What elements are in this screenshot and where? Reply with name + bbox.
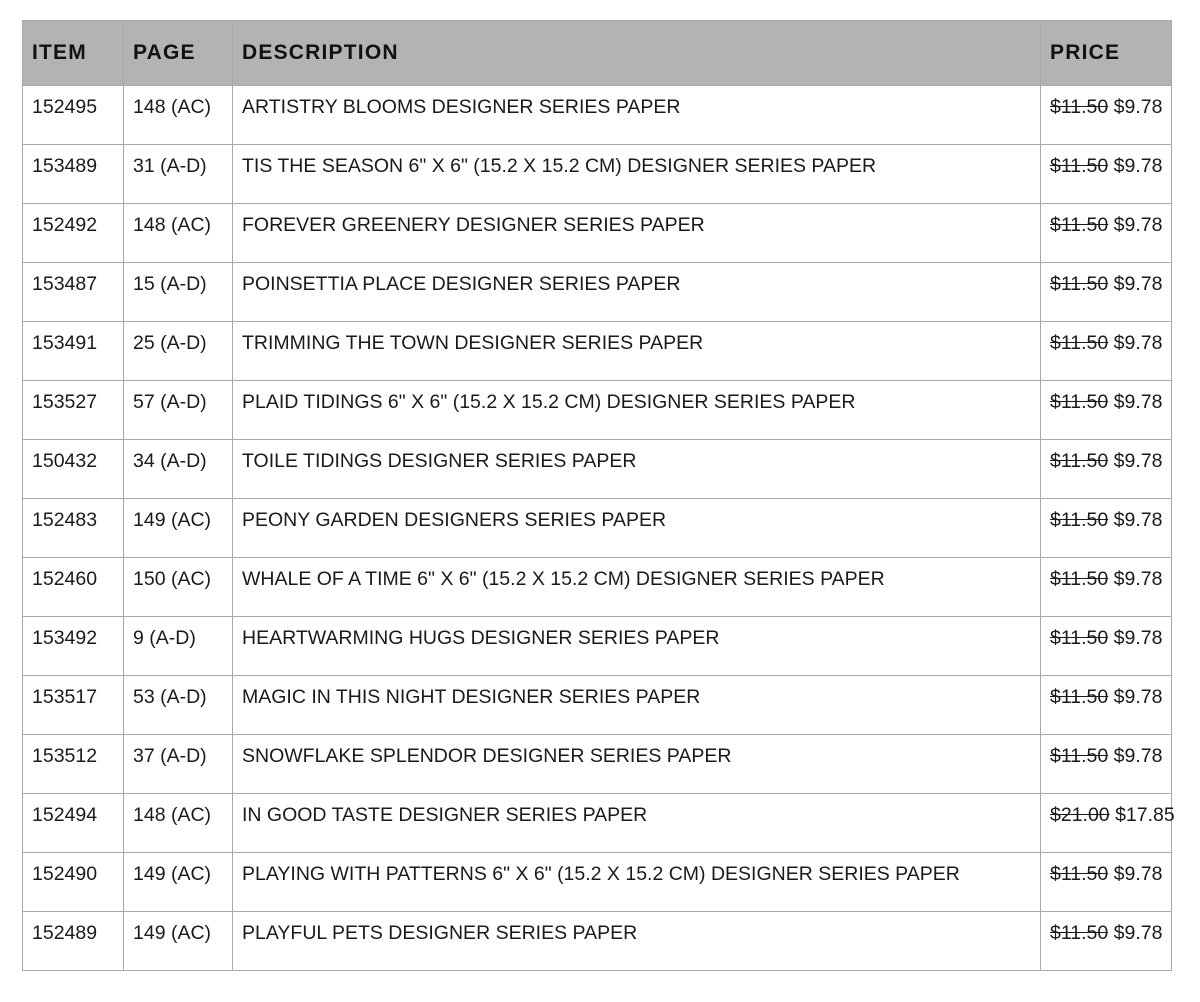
description-cell: TIS THE SEASON 6" X 6" (15.2 X 15.2 CM) DESIGNER SERIES PAPER [233,145,1041,204]
price-cell [1041,86,1172,145]
item-number-cell: 153517 [23,676,124,735]
table-row [23,735,1172,794]
original-price: $11.50 [1050,922,1109,944]
sale-price: $9.78 [1113,627,1163,649]
original-price: $11.50 [1050,745,1109,767]
item-number-cell: 152483 [23,499,124,558]
description-cell: ARTISTRY BLOOMS DESIGNER SERIES PAPER [233,86,1041,145]
table-body [23,86,1175,971]
page-cell: 148 (AC) [124,794,233,853]
page-cell: 15 (A-D) [124,263,233,322]
table-row [23,86,1172,145]
table-row [23,617,1172,676]
original-price: $11.50 [1050,391,1109,413]
sale-price: $9.78 [1113,922,1163,944]
original-price: $11.50 [1050,450,1109,472]
description-cell: PEONY GARDEN DESIGNERS SERIES PAPER [233,499,1041,558]
page-cell: 37 (A-D) [124,735,233,794]
item-number-cell: 152460 [23,558,124,617]
item-number-cell: 153512 [23,735,124,794]
description-cell: PLAYING WITH PATTERNS 6" X 6" (15.2 X 15.2 CM) DESIGNER SERIES PAPER [233,853,1041,912]
page-cell: 148 (AC) [124,86,233,145]
price-cell [1041,204,1172,263]
original-price: $11.50 [1050,332,1109,354]
sale-price: $17.85 [1115,804,1175,826]
sale-price: $9.78 [1113,214,1163,236]
description-cell: FOREVER GREENERY DESIGNER SERIES PAPER [233,204,1041,263]
table-header [23,21,1172,86]
price-cell [1041,440,1172,499]
original-price: $11.50 [1050,863,1109,885]
page-cell: 31 (A-D) [124,145,233,204]
price-cell [1041,676,1172,735]
description-cell: TOILE TIDINGS DESIGNER SERIES PAPER [233,440,1041,499]
description-cell: WHALE OF A TIME 6" X 6" (15.2 X 15.2 CM) DESIGNER SERIES PAPER [233,558,1041,617]
description-cell: PLAYFUL PETS DESIGNER SERIES PAPER [233,912,1041,971]
description-cell: MAGIC IN THIS NIGHT DESIGNER SERIES PAPER [233,676,1041,735]
table-row [23,322,1172,381]
price-cell [1041,853,1172,912]
original-price: $11.50 [1050,568,1109,590]
item-number-cell: 152494 [23,794,124,853]
table-row [23,204,1172,263]
page-cell: 57 (A-D) [124,381,233,440]
price-cell [1041,322,1172,381]
sale-price: $9.78 [1113,686,1163,708]
price-cell [1041,617,1172,676]
page-cell: 34 (A-D) [124,440,233,499]
sale-price: $9.78 [1113,332,1163,354]
description-cell: IN GOOD TASTE DESIGNER SERIES PAPER [233,794,1041,853]
price-table [22,20,1175,971]
table-row [23,499,1172,558]
original-price: $11.50 [1050,155,1109,177]
description-cell: PLAID TIDINGS 6" X 6" (15.2 X 15.2 CM) DESIGNER SERIES PAPER [233,381,1041,440]
price-cell [1041,912,1172,971]
original-price: $11.50 [1050,627,1109,649]
sale-price: $9.78 [1113,509,1163,531]
price-cell [1041,735,1172,794]
item-number-cell: 153491 [23,322,124,381]
header-row [23,21,1172,86]
sale-price: $9.78 [1113,863,1163,885]
item-number-cell: 153487 [23,263,124,322]
table-row [23,676,1172,735]
description-cell: SNOWFLAKE SPLENDOR DESIGNER SERIES PAPER [233,735,1041,794]
sale-price: $9.78 [1113,96,1163,118]
table-row [23,381,1172,440]
price-cell [1041,381,1172,440]
page-cell: 149 (AC) [124,853,233,912]
page-cell: 9 (A-D) [124,617,233,676]
table-row [23,558,1172,617]
page-cell: 148 (AC) [124,204,233,263]
price-cell [1041,263,1172,322]
price-cell [1041,499,1172,558]
item-number-cell: 150432 [23,440,124,499]
header-price: PRICE [1041,21,1172,86]
original-price: $11.50 [1050,686,1109,708]
table-row [23,912,1172,971]
item-number-cell: 152490 [23,853,124,912]
table-row [23,853,1172,912]
item-number-cell: 152492 [23,204,124,263]
price-cell [1041,145,1172,204]
original-price: $11.50 [1050,96,1109,118]
description-cell: HEARTWARMING HUGS DESIGNER SERIES PAPER [233,617,1041,676]
header-item: ITEM [23,21,124,86]
original-price: $11.50 [1050,214,1109,236]
sale-price: $9.78 [1113,155,1163,177]
original-price: $11.50 [1050,509,1109,531]
sale-price: $9.78 [1113,568,1163,590]
sale-price: $9.78 [1113,745,1163,767]
table-row [23,794,1172,853]
price-cell [1041,558,1172,617]
price-cell [1041,794,1175,853]
description-cell: POINSETTIA PLACE DESIGNER SERIES PAPER [233,263,1041,322]
item-number-cell: 153527 [23,381,124,440]
page-cell: 150 (AC) [124,558,233,617]
sale-price: $9.78 [1113,273,1163,295]
page-cell: 25 (A-D) [124,322,233,381]
item-number-cell: 153489 [23,145,124,204]
page-cell: 149 (AC) [124,912,233,971]
table-row [23,440,1172,499]
table-row [23,263,1172,322]
header-page: PAGE [124,21,233,86]
sale-price: $9.78 [1113,391,1163,413]
item-number-cell: 153492 [23,617,124,676]
item-number-cell: 152489 [23,912,124,971]
page-cell: 53 (A-D) [124,676,233,735]
original-price: $11.50 [1050,273,1109,295]
header-description: DESCRIPTION [233,21,1041,86]
item-number-cell: 152495 [23,86,124,145]
table-row [23,145,1172,204]
description-cell: TRIMMING THE TOWN DESIGNER SERIES PAPER [233,322,1041,381]
original-price: $21.00 [1050,804,1110,826]
page-cell: 149 (AC) [124,499,233,558]
sale-price: $9.78 [1113,450,1163,472]
